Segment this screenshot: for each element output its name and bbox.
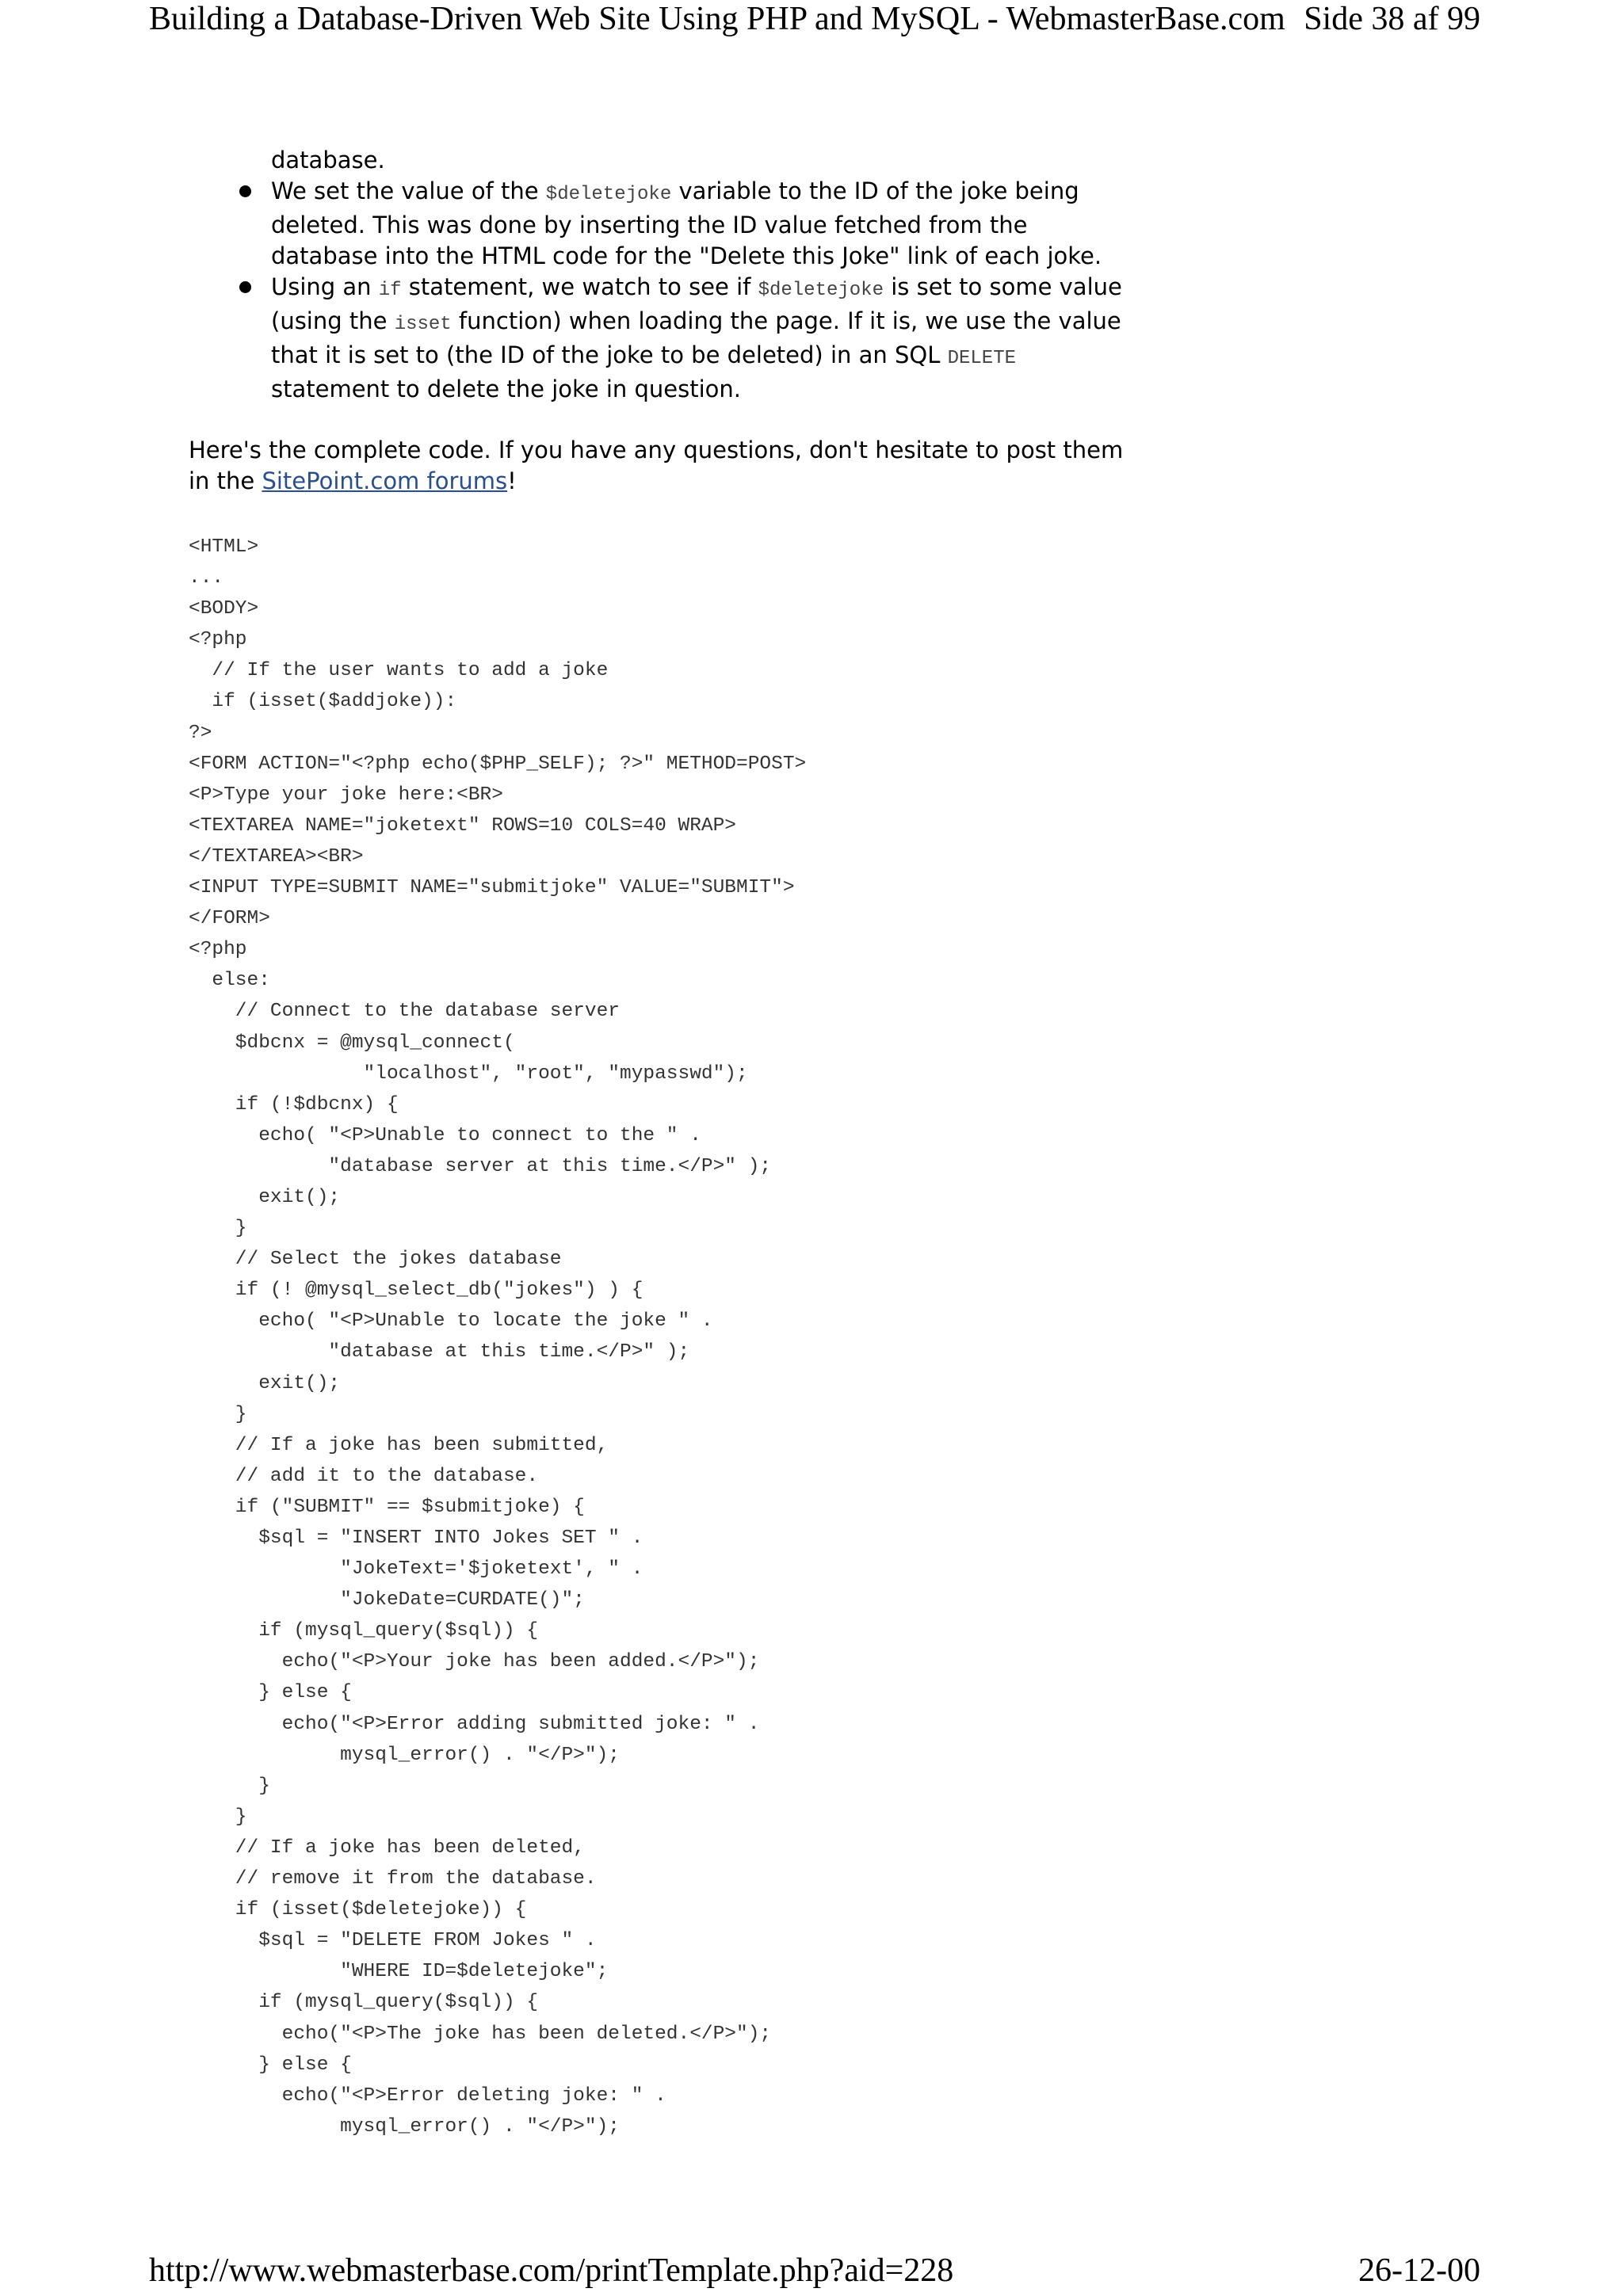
bullet-text: statement, we watch to see if: [401, 273, 758, 300]
header-title: Building a Database-Driven Web Site Using PHP and MySQL - WebmasterBase.com: [149, 1, 1285, 37]
bullet-text: variable to the ID of the joke being deleted. This was done by inserting the ID value fetched from the database into the HTML code for the "Delete this Joke" link of each joke.: [271, 177, 1102, 269]
bullet-text: We set the value of the: [271, 177, 546, 204]
inline-code: isset: [394, 314, 452, 335]
continued-text: database.: [271, 147, 385, 174]
bullet-text: statement to delete the joke in question.: [271, 376, 742, 402]
sitepoint-forums-link[interactable]: SitePoint.com forums: [262, 467, 508, 494]
bullet-text: function) when loading the page. If it is, we use the value that it is set to (the ID of the joke to be deleted) in an SQL: [271, 307, 1121, 368]
bullet-dot-icon: [239, 281, 251, 293]
list-item: [189, 272, 1140, 405]
article-body: [189, 145, 1140, 2142]
print-header: [149, 0, 1480, 38]
bullet-dot-icon: [239, 185, 251, 197]
inline-code: $deletejoke: [758, 280, 884, 301]
footer-date: 26-12-00: [1358, 2252, 1480, 2289]
bullet-text: is set to some value (using the: [271, 273, 1122, 334]
code-listing: <HTML> ... <BODY> <?php // If the user wants to add a joke if (isset($addjoke)): ?> <FORM ACTION="<?php echo($PHP_SELF); ?>" METHOD=POST> <P>Type your joke here:<BR> <TEXTAREA NAME="joketext" ROWS=10 COLS=40 WRAP> </TEXTAREA><BR> <INPUT TYPE=SUBMIT NAME="submitjoke" VALUE="SUBMIT"> </FORM> <?php else: // Connect to the database server $dbcnx = @mysql_connect( "localhost", "root", "mypasswd"); if (!$dbcnx) { echo( "<P>Unable to connect to the " . "database server at this time.</P>" ); exit(); } // Select the jokes database if (! @mysql_select_db("jokes") ) { echo( "<P>Unable to locate the joke " . "database at this time.</P>" ); exit(); } // If a joke has been submitted, // add it to the database. if ("SUBMIT" == $submitjoke) { $sql = "INSERT INTO Jokes SET " . "JokeText='$joketext', " . "JokeDate=CURDATE()"; if (mysql_query($sql)) { echo("<P>Your joke has been added.</P>"); } else { echo("<P>Error adding submitted joke: " . mysql_error() . "</P>"); } } // If a joke has been deleted, // remove it from the database. if (isset($deletejoke)) { $sql = "DELETE FROM Jokes " . "WHERE ID=$deletejoke"; if (mysql_query($sql)) { echo("<P>The joke has been deleted.</P>"); } else { echo("<P>Error deleting joke: " . mysql_error() . "</P>");: [189, 536, 807, 2138]
footer-url: http://www.webmasterbase.com/printTemplate.php?aid=228: [149, 2252, 954, 2289]
inline-code: DELETE: [947, 348, 1016, 369]
header-page-number: Side 38 af 99: [1304, 1, 1480, 37]
list-item: [189, 176, 1140, 272]
inline-code: $deletejoke: [545, 184, 672, 205]
paragraph-text: !: [507, 467, 517, 494]
print-footer: [149, 2252, 1480, 2290]
inline-code: if: [378, 280, 402, 301]
bullet-text: Using an: [271, 273, 379, 300]
paragraph-text: Here's the complete code. If you have any questions, don't hesitate to post them in the: [189, 437, 1124, 494]
bullet-list: [189, 176, 1140, 405]
intro-paragraph: [189, 435, 1140, 497]
